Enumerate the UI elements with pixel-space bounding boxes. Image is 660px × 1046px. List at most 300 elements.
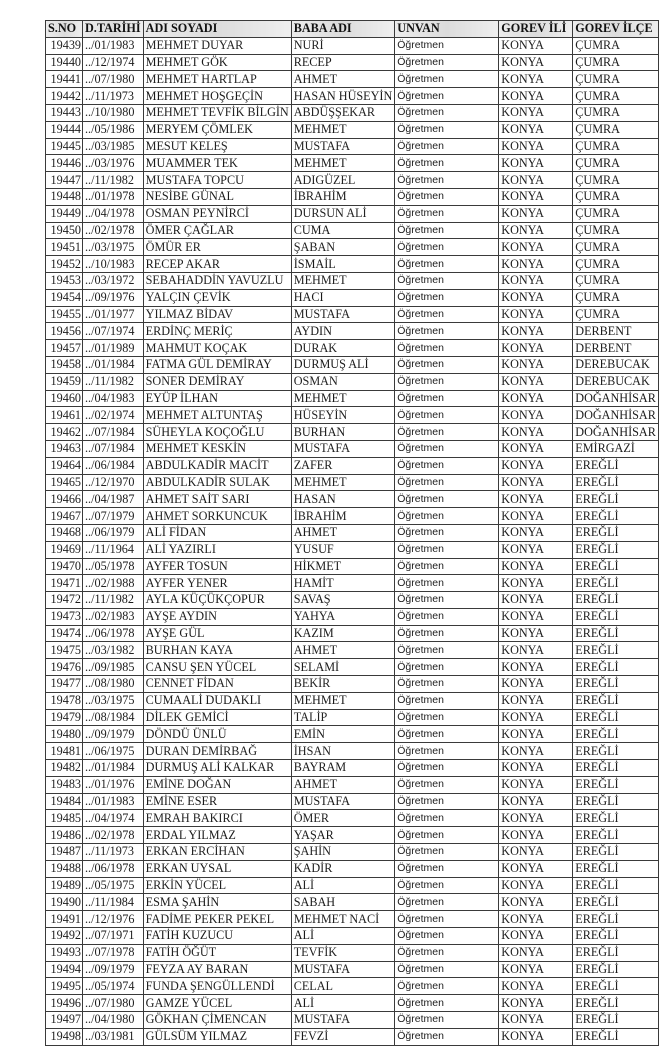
cell-sno: 19467	[46, 508, 83, 525]
cell-title: Öğretmen	[395, 104, 499, 121]
cell-birth-date: ../01/1983	[83, 37, 144, 54]
cell-title: Öğretmen	[395, 508, 499, 525]
cell-full-name: NESİBE GÜNAL	[143, 188, 291, 205]
cell-province: KONYA	[499, 709, 573, 726]
cell-district: DERBENT	[573, 323, 659, 340]
cell-birth-date: ../09/1979	[83, 961, 144, 978]
cell-birth-date: ../03/1981	[83, 1028, 144, 1045]
cell-birth-date: ../06/1978	[83, 625, 144, 642]
table-row	[46, 508, 659, 525]
cell-province: KONYA	[499, 659, 573, 676]
cell-full-name: MESUT KELEŞ	[143, 138, 291, 155]
cell-district: EREĞLİ	[573, 810, 659, 827]
cell-district: EREĞLİ	[573, 776, 659, 793]
cell-full-name: FATİH ÖĞÜT	[143, 944, 291, 961]
table-row	[46, 877, 659, 894]
cell-province: KONYA	[499, 944, 573, 961]
cell-father-name: MEHMET	[291, 390, 395, 407]
cell-district: EREĞLİ	[573, 1012, 659, 1029]
cell-birth-date: ../01/1976	[83, 776, 144, 793]
cell-title: Öğretmen	[395, 306, 499, 323]
cell-title: Öğretmen	[395, 1028, 499, 1045]
header-full-name: ADI SOYADI	[143, 21, 291, 38]
cell-title: Öğretmen	[395, 810, 499, 827]
cell-father-name: TEVFİK	[291, 944, 395, 961]
cell-birth-date: ../04/1974	[83, 810, 144, 827]
cell-district: EREĞLİ	[573, 457, 659, 474]
document-page	[45, 20, 659, 1046]
cell-birth-date: ../01/1977	[83, 306, 144, 323]
cell-birth-date: ../11/1982	[83, 172, 144, 189]
cell-province: KONYA	[499, 272, 573, 289]
cell-title: Öğretmen	[395, 491, 499, 508]
cell-sno: 19459	[46, 373, 83, 390]
cell-title: Öğretmen	[395, 558, 499, 575]
cell-full-name: FADİME PEKER PEKEL	[143, 911, 291, 928]
cell-district: EREĞLİ	[573, 760, 659, 777]
cell-sno: 19444	[46, 121, 83, 138]
cell-district: ÇUMRA	[573, 121, 659, 138]
cell-full-name: FATMA GÜL DEMİRAY	[143, 356, 291, 373]
cell-birth-date: ../05/1975	[83, 877, 144, 894]
cell-birth-date: ../06/1979	[83, 524, 144, 541]
cell-father-name: BURHAN	[291, 424, 395, 441]
cell-birth-date: ../03/1975	[83, 239, 144, 256]
table-row	[46, 289, 659, 306]
cell-father-name: İBRAHİM	[291, 508, 395, 525]
cell-province: KONYA	[499, 104, 573, 121]
cell-title: Öğretmen	[395, 37, 499, 54]
cell-full-name: RECEP AKAR	[143, 256, 291, 273]
cell-district: ÇUMRA	[573, 155, 659, 172]
cell-father-name: ALİ	[291, 928, 395, 945]
cell-father-name: YAŞAR	[291, 827, 395, 844]
cell-title: Öğretmen	[395, 407, 499, 424]
cell-title: Öğretmen	[395, 1012, 499, 1029]
cell-title: Öğretmen	[395, 188, 499, 205]
cell-sno: 19497	[46, 1012, 83, 1029]
table-row	[46, 760, 659, 777]
cell-full-name: GÖKHAN ÇİMENCAN	[143, 1012, 291, 1029]
table-row	[46, 659, 659, 676]
cell-full-name: CUMAALİ DUDAKLI	[143, 692, 291, 709]
cell-full-name: CENNET FİDAN	[143, 676, 291, 693]
cell-district: ÇUMRA	[573, 239, 659, 256]
cell-sno: 19473	[46, 608, 83, 625]
cell-title: Öğretmen	[395, 575, 499, 592]
cell-district: ÇUMRA	[573, 289, 659, 306]
cell-title: Öğretmen	[395, 944, 499, 961]
cell-full-name: DÖNDÜ ÜNLÜ	[143, 726, 291, 743]
cell-sno: 19443	[46, 104, 83, 121]
cell-father-name: ZAFER	[291, 457, 395, 474]
cell-sno: 19454	[46, 289, 83, 306]
cell-province: KONYA	[499, 390, 573, 407]
cell-full-name: BURHAN KAYA	[143, 642, 291, 659]
cell-father-name: HAMİT	[291, 575, 395, 592]
cell-sno: 19452	[46, 256, 83, 273]
cell-full-name: OSMAN PEYNİRCİ	[143, 205, 291, 222]
cell-province: KONYA	[499, 188, 573, 205]
cell-district: EREĞLİ	[573, 491, 659, 508]
cell-title: Öğretmen	[395, 172, 499, 189]
cell-sno: 19480	[46, 726, 83, 743]
cell-sno: 19450	[46, 222, 83, 239]
cell-birth-date: ../02/1988	[83, 575, 144, 592]
cell-province: KONYA	[499, 340, 573, 357]
cell-province: KONYA	[499, 978, 573, 995]
cell-birth-date: ../04/1978	[83, 205, 144, 222]
cell-title: Öğretmen	[395, 373, 499, 390]
cell-sno: 19449	[46, 205, 83, 222]
cell-sno: 19474	[46, 625, 83, 642]
cell-title: Öğretmen	[395, 356, 499, 373]
table-row	[46, 356, 659, 373]
cell-father-name: KAZIM	[291, 625, 395, 642]
cell-sno: 19494	[46, 961, 83, 978]
cell-sno: 19490	[46, 894, 83, 911]
cell-birth-date: ../12/1976	[83, 911, 144, 928]
table-row	[46, 138, 659, 155]
cell-province: KONYA	[499, 625, 573, 642]
cell-province: KONYA	[499, 776, 573, 793]
cell-birth-date: ../11/1982	[83, 592, 144, 609]
cell-sno: 19463	[46, 440, 83, 457]
cell-birth-date: ../10/1983	[83, 256, 144, 273]
cell-district: EREĞLİ	[573, 592, 659, 609]
cell-district: EREĞLİ	[573, 692, 659, 709]
cell-province: KONYA	[499, 894, 573, 911]
cell-father-name: MEHMET	[291, 474, 395, 491]
table-row	[46, 1028, 659, 1045]
cell-title: Öğretmen	[395, 222, 499, 239]
cell-title: Öğretmen	[395, 541, 499, 558]
cell-sno: 19489	[46, 877, 83, 894]
cell-district: DEREBUCAK	[573, 373, 659, 390]
cell-sno: 19495	[46, 978, 83, 995]
cell-father-name: MEHMET	[291, 121, 395, 138]
cell-title: Öğretmen	[395, 860, 499, 877]
cell-title: Öğretmen	[395, 54, 499, 71]
table-row	[46, 860, 659, 877]
cell-full-name: ALİ FİDAN	[143, 524, 291, 541]
cell-title: Öğretmen	[395, 928, 499, 945]
table-row	[46, 810, 659, 827]
cell-sno: 19441	[46, 71, 83, 88]
table-row	[46, 155, 659, 172]
cell-sno: 19457	[46, 340, 83, 357]
cell-province: KONYA	[499, 440, 573, 457]
cell-district: EREĞLİ	[573, 625, 659, 642]
cell-district: ÇUMRA	[573, 172, 659, 189]
cell-province: KONYA	[499, 592, 573, 609]
cell-birth-date: ../11/1964	[83, 541, 144, 558]
cell-full-name: SEBAHADDİN YAVUZLU	[143, 272, 291, 289]
cell-birth-date: ../02/1978	[83, 827, 144, 844]
cell-province: KONYA	[499, 457, 573, 474]
cell-province: KONYA	[499, 88, 573, 105]
cell-district: EREĞLİ	[573, 961, 659, 978]
cell-father-name: ALİ	[291, 877, 395, 894]
cell-title: Öğretmen	[395, 894, 499, 911]
table-row	[46, 373, 659, 390]
cell-district: EREĞLİ	[573, 894, 659, 911]
cell-sno: 19440	[46, 54, 83, 71]
cell-full-name: EMİNE DOĞAN	[143, 776, 291, 793]
table-row	[46, 676, 659, 693]
cell-province: KONYA	[499, 155, 573, 172]
cell-province: KONYA	[499, 1028, 573, 1045]
cell-birth-date: ../11/1984	[83, 894, 144, 911]
table-row	[46, 928, 659, 945]
table-row	[46, 1012, 659, 1029]
cell-sno: 19488	[46, 860, 83, 877]
cell-district: EREĞLİ	[573, 575, 659, 592]
cell-father-name: ALİ	[291, 995, 395, 1012]
cell-birth-date: ../04/1983	[83, 390, 144, 407]
cell-title: Öğretmen	[395, 995, 499, 1012]
cell-birth-date: ../03/1975	[83, 692, 144, 709]
cell-province: KONYA	[499, 138, 573, 155]
cell-sno: 19496	[46, 995, 83, 1012]
table-header-row	[46, 21, 659, 38]
table-row	[46, 172, 659, 189]
table-row	[46, 54, 659, 71]
cell-district: ÇUMRA	[573, 256, 659, 273]
cell-full-name: SÜHEYLA KOÇOĞLU	[143, 424, 291, 441]
cell-title: Öğretmen	[395, 692, 499, 709]
cell-sno: 19456	[46, 323, 83, 340]
table-row	[46, 743, 659, 760]
cell-father-name: AHMET	[291, 642, 395, 659]
cell-district: EREĞLİ	[573, 877, 659, 894]
cell-birth-date: ../04/1987	[83, 491, 144, 508]
cell-province: KONYA	[499, 1012, 573, 1029]
cell-full-name: EMİNE ESER	[143, 793, 291, 810]
cell-province: KONYA	[499, 256, 573, 273]
table-row	[46, 844, 659, 861]
table-row	[46, 608, 659, 625]
cell-title: Öğretmen	[395, 659, 499, 676]
table-row	[46, 71, 659, 88]
cell-district: EREĞLİ	[573, 508, 659, 525]
cell-father-name: FEVZİ	[291, 1028, 395, 1045]
cell-full-name: ABDULKADİR MACİT	[143, 457, 291, 474]
cell-province: KONYA	[499, 844, 573, 861]
cell-father-name: EMİN	[291, 726, 395, 743]
table-row	[46, 827, 659, 844]
cell-father-name: CELAL	[291, 978, 395, 995]
table-row	[46, 961, 659, 978]
cell-district: DERBENT	[573, 340, 659, 357]
cell-father-name: BAYRAM	[291, 760, 395, 777]
table-row	[46, 491, 659, 508]
cell-birth-date: ../07/1980	[83, 995, 144, 1012]
table-row	[46, 88, 659, 105]
cell-district: EREĞLİ	[573, 541, 659, 558]
cell-birth-date: ../07/1979	[83, 508, 144, 525]
cell-father-name: YAHYA	[291, 608, 395, 625]
cell-title: Öğretmen	[395, 256, 499, 273]
table-body	[46, 37, 659, 1045]
cell-title: Öğretmen	[395, 155, 499, 172]
cell-full-name: ERDİNÇ MERİÇ	[143, 323, 291, 340]
cell-birth-date: ../03/1972	[83, 272, 144, 289]
cell-father-name: ÖMER	[291, 810, 395, 827]
cell-full-name: MERYEM ÇÖMLEK	[143, 121, 291, 138]
cell-birth-date: ../09/1985	[83, 659, 144, 676]
table-row	[46, 575, 659, 592]
cell-title: Öğretmen	[395, 239, 499, 256]
cell-province: KONYA	[499, 877, 573, 894]
cell-full-name: DURAN DEMİRBAĞ	[143, 743, 291, 760]
cell-district: EREĞLİ	[573, 676, 659, 693]
cell-district: EMİRGAZİ	[573, 440, 659, 457]
cell-province: KONYA	[499, 205, 573, 222]
cell-sno: 19477	[46, 676, 83, 693]
cell-district: DOĞANHİSAR	[573, 424, 659, 441]
cell-district: ÇUMRA	[573, 222, 659, 239]
cell-title: Öğretmen	[395, 709, 499, 726]
cell-birth-date: ../07/1974	[83, 323, 144, 340]
cell-full-name: MEHMET GÖK	[143, 54, 291, 71]
table-row	[46, 323, 659, 340]
cell-title: Öğretmen	[395, 138, 499, 155]
cell-sno: 19466	[46, 491, 83, 508]
cell-father-name: KADİR	[291, 860, 395, 877]
cell-full-name: AYFER TOSUN	[143, 558, 291, 575]
table-row	[46, 692, 659, 709]
table-row	[46, 390, 659, 407]
cell-province: KONYA	[499, 928, 573, 945]
cell-full-name: GAMZE YÜCEL	[143, 995, 291, 1012]
cell-district: ÇUMRA	[573, 37, 659, 54]
cell-father-name: SABAH	[291, 894, 395, 911]
cell-birth-date: ../12/1970	[83, 474, 144, 491]
cell-sno: 19464	[46, 457, 83, 474]
cell-title: Öğretmen	[395, 390, 499, 407]
cell-title: Öğretmen	[395, 625, 499, 642]
cell-district: DOĞANHİSAR	[573, 390, 659, 407]
cell-birth-date: ../06/1984	[83, 457, 144, 474]
cell-province: KONYA	[499, 558, 573, 575]
cell-title: Öğretmen	[395, 642, 499, 659]
header-title: UNVAN	[395, 21, 499, 38]
cell-district: ÇUMRA	[573, 54, 659, 71]
cell-title: Öğretmen	[395, 440, 499, 457]
cell-province: KONYA	[499, 407, 573, 424]
cell-district: ÇUMRA	[573, 88, 659, 105]
cell-title: Öğretmen	[395, 121, 499, 138]
cell-sno: 19458	[46, 356, 83, 373]
cell-father-name: HACI	[291, 289, 395, 306]
cell-full-name: ÖMÜR ER	[143, 239, 291, 256]
cell-sno: 19442	[46, 88, 83, 105]
cell-father-name: MEHMET NACİ	[291, 911, 395, 928]
cell-title: Öğretmen	[395, 776, 499, 793]
cell-title: Öğretmen	[395, 877, 499, 894]
cell-full-name: ALİ YAZIRLI	[143, 541, 291, 558]
table-row	[46, 424, 659, 441]
cell-full-name: MEHMET ALTUNTAŞ	[143, 407, 291, 424]
cell-title: Öğretmen	[395, 457, 499, 474]
table-row	[46, 205, 659, 222]
cell-father-name: MEHMET	[291, 272, 395, 289]
cell-full-name: ABDULKADİR SULAK	[143, 474, 291, 491]
cell-sno: 19446	[46, 155, 83, 172]
cell-province: KONYA	[499, 306, 573, 323]
table-row	[46, 642, 659, 659]
cell-province: KONYA	[499, 642, 573, 659]
cell-title: Öğretmen	[395, 961, 499, 978]
cell-full-name: MEHMET HOŞGEÇİN	[143, 88, 291, 105]
cell-father-name: HÜSEYİN	[291, 407, 395, 424]
cell-sno: 19439	[46, 37, 83, 54]
cell-birth-date: ../08/1984	[83, 709, 144, 726]
cell-full-name: MUAMMER TEK	[143, 155, 291, 172]
cell-birth-date: ../08/1980	[83, 676, 144, 693]
cell-birth-date: ../05/1986	[83, 121, 144, 138]
cell-title: Öğretmen	[395, 793, 499, 810]
cell-title: Öğretmen	[395, 205, 499, 222]
cell-father-name: İBRAHİM	[291, 188, 395, 205]
cell-province: KONYA	[499, 37, 573, 54]
cell-father-name: SAVAŞ	[291, 592, 395, 609]
cell-province: KONYA	[499, 172, 573, 189]
cell-sno: 19484	[46, 793, 83, 810]
cell-birth-date: ../11/1973	[83, 844, 144, 861]
cell-province: KONYA	[499, 692, 573, 709]
cell-father-name: ŞAHİN	[291, 844, 395, 861]
cell-sno: 19492	[46, 928, 83, 945]
table-row	[46, 306, 659, 323]
cell-province: KONYA	[499, 424, 573, 441]
header-sno: S.NO	[46, 21, 83, 38]
cell-province: KONYA	[499, 743, 573, 760]
cell-full-name: YALÇIN ÇEVİK	[143, 289, 291, 306]
cell-father-name: AYDIN	[291, 323, 395, 340]
cell-title: Öğretmen	[395, 743, 499, 760]
cell-title: Öğretmen	[395, 844, 499, 861]
cell-birth-date: ../03/1982	[83, 642, 144, 659]
cell-province: KONYA	[499, 793, 573, 810]
cell-province: KONYA	[499, 608, 573, 625]
cell-birth-date: ../01/1984	[83, 356, 144, 373]
cell-full-name: AYLA KÜÇÜKÇOPUR	[143, 592, 291, 609]
cell-birth-date: ../09/1979	[83, 726, 144, 743]
cell-district: EREĞLİ	[573, 474, 659, 491]
cell-full-name: GÜLSÜM YILMAZ	[143, 1028, 291, 1045]
cell-sno: 19487	[46, 844, 83, 861]
cell-district: ÇUMRA	[573, 306, 659, 323]
cell-province: KONYA	[499, 373, 573, 390]
cell-full-name: AYFER YENER	[143, 575, 291, 592]
table-row	[46, 726, 659, 743]
cell-province: KONYA	[499, 541, 573, 558]
cell-district: DEREBUCAK	[573, 356, 659, 373]
cell-sno: 19455	[46, 306, 83, 323]
cell-district: EREĞLİ	[573, 944, 659, 961]
cell-district: EREĞLİ	[573, 844, 659, 861]
cell-sno: 19470	[46, 558, 83, 575]
cell-sno: 19482	[46, 760, 83, 777]
cell-birth-date: ../05/1974	[83, 978, 144, 995]
cell-full-name: DURMUŞ ALİ KALKAR	[143, 760, 291, 777]
cell-full-name: AYŞE AYDIN	[143, 608, 291, 625]
cell-province: KONYA	[499, 508, 573, 525]
table-row	[46, 121, 659, 138]
table-row	[46, 104, 659, 121]
